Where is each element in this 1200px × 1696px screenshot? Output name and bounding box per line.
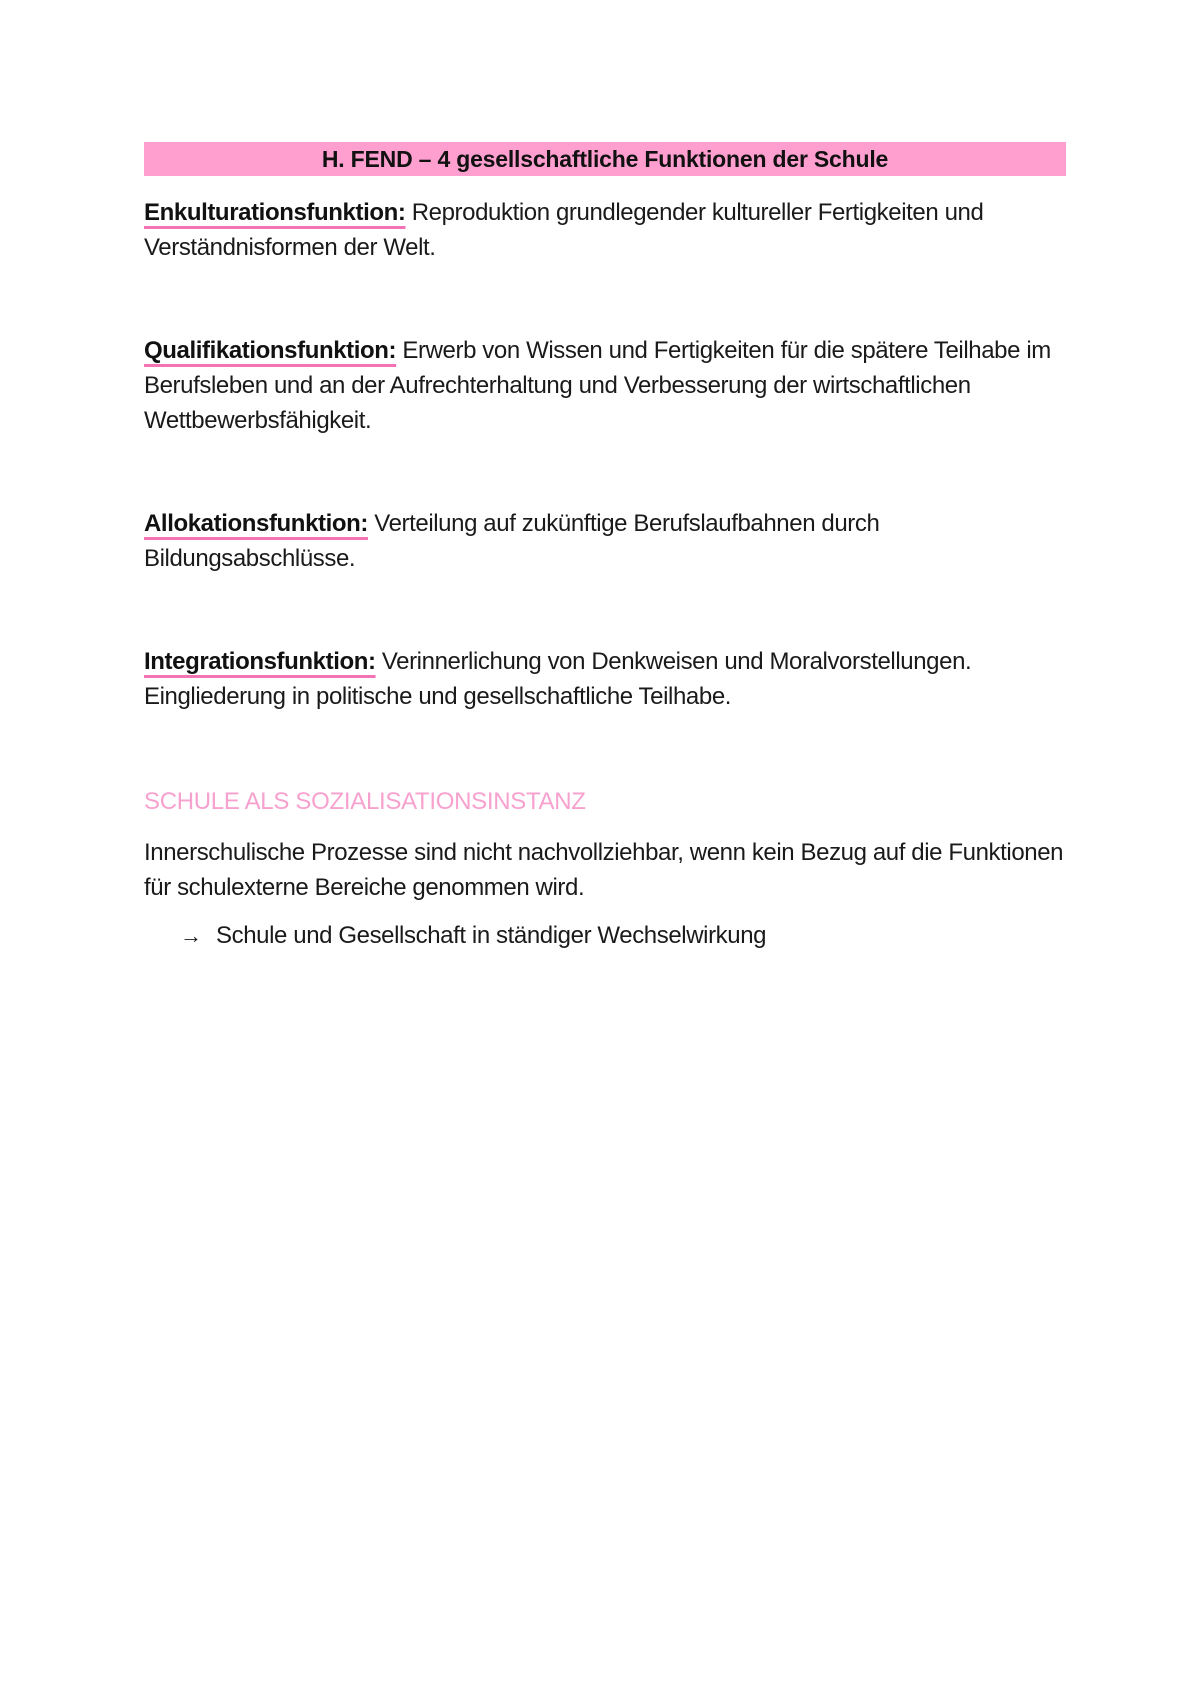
document-page: [144, 142, 1066, 952]
function-entry-enkulturation: [144, 195, 1066, 265]
function-term: Qualifikationsfunktion:: [144, 337, 397, 364]
function-entry-allokation: [144, 506, 1066, 576]
function-term: Allokationsfunktion:: [144, 510, 368, 537]
conclusion-text: Schule und Gesellschaft in ständiger Wechselwirkung: [216, 922, 767, 949]
section-heading: SCHULE ALS SOZIALISATIONSINSTANZ: [144, 788, 586, 815]
function-entry-integration: [144, 644, 1066, 714]
function-description: Erwerb von Wissen und Fertigkeiten für die spätere Teilhabe im Berufsleben und an der Aufrechterhaltung und Verbesserung der wirtschaftlichen Wettbewerbsfähigkeit.: [144, 337, 1051, 434]
function-description: Verteilung auf zukünftige Berufslaufbahnen durch Bildungsabschlüsse.: [144, 510, 880, 572]
function-description: Reproduktion grundlegender kultureller Fertigkeiten und Verständnisformen der Welt.: [144, 199, 984, 261]
section-paragraph: Innerschulische Prozesse sind nicht nachvollziehbar, wenn kein Bezug auf die Funktionen für schulexterne Bereiche genommen wird.: [144, 839, 1064, 901]
function-term: Integrationsfunktion:: [144, 648, 376, 675]
function-entry-qualifikation: [144, 333, 1066, 438]
right-arrow-icon: →: [180, 923, 202, 948]
conclusion-line: [144, 920, 1066, 952]
function-term: Enkulturationsfunktion:: [144, 199, 406, 226]
function-description: Verinnerlichung von Denkweisen und Moralvorstellungen. Eingliederung in politische und gesellschaftliche Teilhabe.: [144, 648, 972, 710]
document-title: H. FEND – 4 gesellschaftliche Funktionen der Schule: [144, 142, 1066, 176]
